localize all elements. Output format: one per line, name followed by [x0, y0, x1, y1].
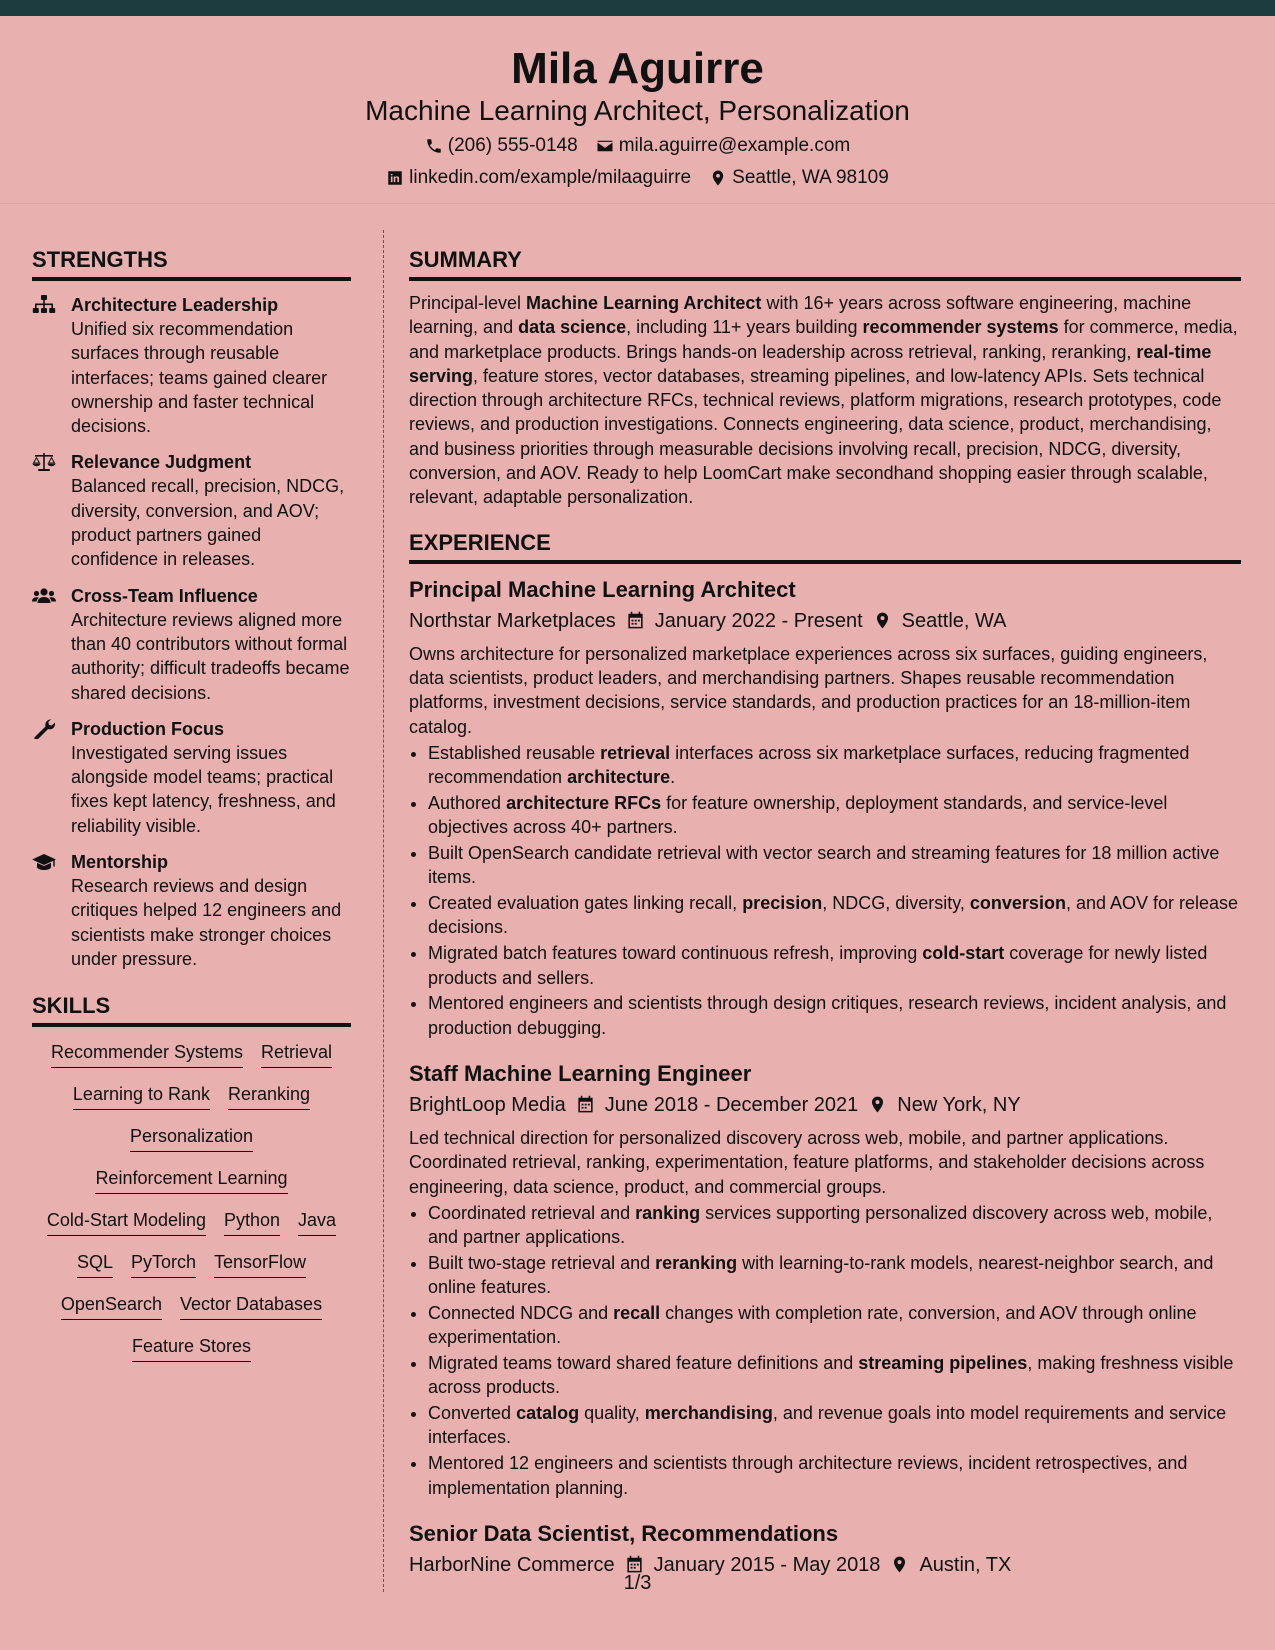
- job-description: Owns architecture for personalized marketplace experiences across six surfaces, guiding engineers, data scientists, product leaders, and merchandising partners. Shapes reusable recommendation platforms, investment decisions, service standards, and production practices for an 18-million-item catalog.: [409, 643, 1208, 737]
- job-location: [873, 607, 1007, 635]
- summary-heading: SUMMARY: [409, 245, 1241, 281]
- emphasis-text: recommender systems: [862, 317, 1059, 338]
- skill-tag: Learning to Rank: [73, 1081, 210, 1110]
- calendar-icon: [576, 1095, 595, 1114]
- job-bullets: [409, 1201, 1241, 1500]
- emphasis-text: Machine Learning Architect: [526, 293, 762, 313]
- skill-tag: PyTorch: [131, 1249, 196, 1278]
- contact-line-2: [0, 166, 1275, 190]
- job-bullet: • Mentored 12 engineers and scientists through architecture reviews, incident retrospectives, and implementation planning.: [428, 1451, 1241, 1500]
- emphasis-text: merchandising: [644, 1403, 773, 1424]
- candidate-title: Machine Learning Architect, Personalization: [365, 95, 910, 126]
- emphasis-text: precision: [742, 893, 823, 914]
- wrench-icon: [32, 719, 56, 739]
- map-pin-icon: [873, 611, 892, 630]
- column-divider: [383, 230, 384, 1592]
- strength-item: [32, 850, 351, 971]
- skill-tag: Reranking: [228, 1081, 310, 1110]
- left-column: [32, 245, 351, 1362]
- strength-text: Architecture reviews aligned more than 40 contributors without formal authority; difficult tradeoffs became shared decisions.: [71, 609, 350, 703]
- experience-list: [409, 576, 1241, 1579]
- strengths-list: [32, 293, 351, 971]
- job-bullet: • Built OpenSearch candidate retrieval with vector search and streaming features for 18 million active items.: [428, 841, 1241, 890]
- job-bullet: • Connected NDCG and recall changes with completion rate, conversion, and AOV through online experimentation.: [428, 1301, 1241, 1350]
- strength-text: Unified six recommendation surfaces through reusable interfaces; teams gained clearer ownership and faster technical decisions.: [71, 319, 328, 437]
- job-dates: [626, 607, 863, 635]
- location-item: [709, 166, 889, 190]
- skills-list: [32, 1039, 351, 1362]
- strength-item: [32, 293, 351, 438]
- contact-line-1: [0, 134, 1275, 158]
- emphasis-text: catalog: [516, 1403, 580, 1424]
- job-bullet: • Converted catalog quality, merchandising, and revenue goals into model requirements and service interfaces.: [428, 1401, 1241, 1450]
- job-bullet: • Migrated batch features toward continuous refresh, improving cold-start coverage for newly listed products and sellers.: [428, 941, 1241, 990]
- job-dates-text: January 2022 - Present: [654, 609, 863, 632]
- job-entry: [409, 576, 1241, 1040]
- job-bullet: • Established reusable retrieval interfaces across six marketplace surfaces, reducing fragmented recommendation architecture.: [428, 741, 1241, 790]
- skill-tag: TensorFlow: [214, 1249, 306, 1278]
- strength-title: Relevance Judgment: [71, 452, 252, 473]
- skill-tag: Python: [224, 1207, 280, 1236]
- candidate-name: Mila Aguirre: [511, 44, 764, 93]
- emphasis-text: architecture: [567, 767, 671, 788]
- emphasis-text: retrieval: [600, 742, 671, 763]
- job-location-text: New York, NY: [897, 1093, 1021, 1116]
- job-title: Senior Data Scientist, Recommendations: [409, 1520, 839, 1546]
- emphasis-text: architecture RFCs: [506, 792, 662, 813]
- emphasis-text: data science: [518, 317, 627, 338]
- emphasis-text: real-time serving: [409, 341, 1212, 386]
- location-text: Seattle, WA 98109: [732, 167, 889, 188]
- sitemap-icon: [32, 295, 56, 315]
- job-description: Led technical direction for personalized discovery across web, mobile, and partner applications. Coordinated retrieval, ranking, experimentation, feature platforms, and stakeholder decisions across engineering, data science, product, and commercial groups.: [409, 1127, 1205, 1197]
- job-location-text: Austin, TX: [919, 1553, 1012, 1576]
- strength-item: [32, 450, 351, 571]
- envelope-icon: [596, 137, 614, 155]
- strengths-heading: STRENGTHS: [32, 245, 351, 281]
- top-accent-bar: [0, 0, 1275, 16]
- company-name: Northstar Marketplaces: [409, 609, 616, 632]
- skills-heading: SKILLS: [32, 991, 351, 1027]
- strength-text: Balanced recall, precision, NDCG, diversity, conversion, and AOV; product partners gained confidence in releases.: [71, 476, 345, 570]
- email-item[interactable]: [596, 134, 851, 158]
- skill-tag: Java: [298, 1207, 336, 1236]
- job-bullet: • Coordinated retrieval and ranking services supporting personalized discovery across web, mobile, and partner applications.: [428, 1201, 1241, 1250]
- experience-heading: EXPERIENCE: [409, 528, 1241, 564]
- calendar-icon: [626, 611, 645, 630]
- phone-text: (206) 555-0148: [447, 135, 578, 156]
- emphasis-text: cold-start: [922, 943, 1005, 964]
- job-dates: [576, 1091, 859, 1119]
- right-column: [409, 245, 1241, 1579]
- job-location-text: Seattle, WA: [901, 609, 1007, 632]
- skill-tag: SQL: [77, 1249, 113, 1278]
- strength-title: Mentorship: [71, 852, 168, 873]
- scale-icon: [32, 452, 56, 472]
- page-indicator: 1/3: [623, 1572, 652, 1594]
- job-bullet: • Built two-stage retrieval and reranking with learning-to-rank models, nearest-neighbor search, and online features.: [428, 1251, 1241, 1300]
- strength-item: [32, 584, 351, 705]
- job-title: Staff Machine Learning Engineer: [409, 1060, 752, 1086]
- job-bullet: • Created evaluation gates linking recall, precision, NDCG, diversity, conversion, and AOV for release decisions.: [428, 891, 1241, 940]
- map-pin-icon: [868, 1095, 887, 1114]
- job-meta: [409, 1091, 1241, 1119]
- company-name: HarborNine Commerce: [409, 1553, 615, 1576]
- skill-tag: Personalization: [130, 1123, 253, 1152]
- emphasis-text: conversion: [969, 893, 1066, 914]
- phone-item: [425, 134, 578, 158]
- skill-tag: Cold-Start Modeling: [47, 1207, 206, 1236]
- strength-text: Investigated serving issues alongside model teams; practical fixes kept latency, freshness, and reliability visible.: [71, 742, 336, 836]
- skill-tag: Feature Stores: [132, 1333, 251, 1362]
- job-entry: [409, 1060, 1241, 1500]
- job-location: [868, 1091, 1020, 1119]
- email-link[interactable]: mila.aguirre@example.com: [618, 135, 851, 156]
- skill-tag: Recommender Systems: [51, 1039, 243, 1068]
- strength-text: Research reviews and design critiques helped 12 engineers and scientists make stronger choices under pressure.: [71, 876, 342, 969]
- graduation-cap-icon: [32, 852, 56, 872]
- header-divider: [0, 203, 1275, 204]
- job-dates-text: January 2015 - May 2018: [653, 1553, 881, 1576]
- phone-icon: [425, 137, 443, 155]
- emphasis-text: reranking: [655, 1252, 738, 1273]
- linkedin-icon: [386, 169, 404, 187]
- job-bullet: • Authored architecture RFCs for feature ownership, deployment standards, and service-level objectives across 40+ partners.: [428, 791, 1241, 840]
- emphasis-text: ranking: [635, 1202, 701, 1223]
- strength-title: Production Focus: [71, 718, 224, 739]
- job-dates-text: June 2018 - December 2021: [604, 1093, 859, 1116]
- job-bullet: • Migrated teams toward shared feature definitions and streaming pipelines, making freshness visible across products.: [428, 1351, 1241, 1400]
- linkedin-item[interactable]: [386, 166, 691, 190]
- skill-tag: Retrieval: [261, 1039, 332, 1068]
- skill-tag: Reinforcement Learning: [95, 1165, 287, 1194]
- strength-title: Cross-Team Influence: [71, 585, 258, 606]
- linkedin-link[interactable]: linkedin.com/example/milaaguirre: [409, 167, 692, 188]
- job-meta: [409, 607, 1241, 635]
- company-name: BrightLoop Media: [409, 1093, 566, 1116]
- resume-header: [0, 16, 1275, 204]
- skill-tag: Vector Databases: [180, 1291, 322, 1320]
- summary-text: Principal-level Machine Learning Architect with 16+ years across software engineering, machine learning, and data science, including 11+ years building recommender systems for commerce, media, and marketplace products. Brings hands-on leadership across retrieval, ranking, reranking, real-time serving, feature stores, vector databases, streaming pipelines, and low-latency APIs. Sets technical direction through architecture RFCs, technical reviews, platform migrations, research prototypes, code reviews, and production investigations. Connects engineering, data science, product, merchandising, and business priorities through measurable decisions involving recall, precision, NDCG, diversity, conversion, and AOV. Ready to help LoomCart make secondhand shopping easier through scalable, relevant, adaptable personalization.: [409, 293, 1238, 508]
- map-pin-icon: [709, 169, 727, 187]
- emphasis-text: recall: [613, 1303, 661, 1323]
- job-bullets: [409, 741, 1241, 1040]
- strength-item: [32, 717, 351, 838]
- skill-tag: OpenSearch: [61, 1291, 162, 1320]
- job-title: Principal Machine Learning Architect: [409, 576, 796, 602]
- users-icon: [32, 586, 56, 606]
- emphasis-text: streaming pipelines: [858, 1353, 1028, 1374]
- strength-title: Architecture Leadership: [71, 295, 279, 315]
- job-bullet: • Mentored engineers and scientists through design critiques, research reviews, incident analysis, and production debugging.: [428, 991, 1241, 1040]
